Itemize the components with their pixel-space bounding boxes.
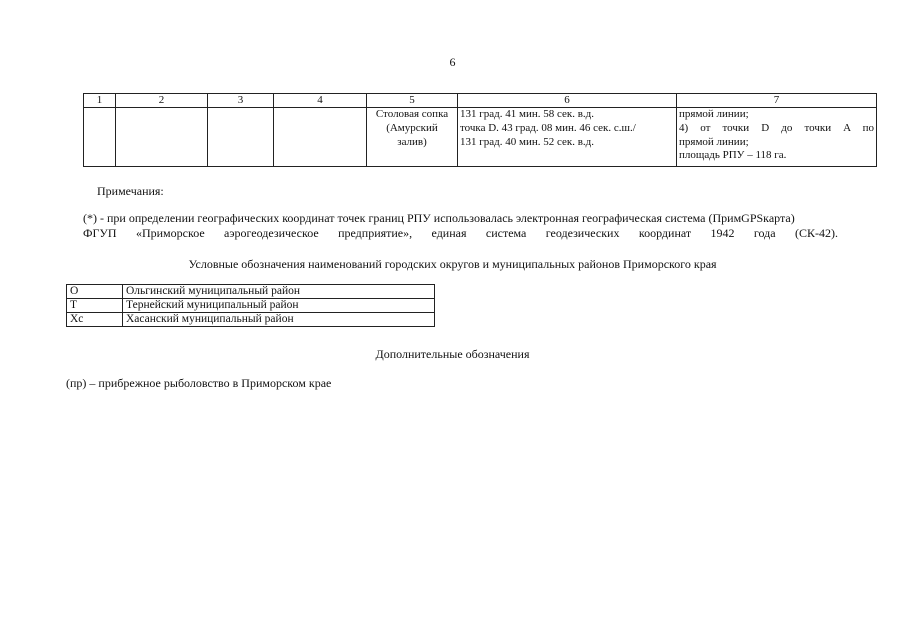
table-cell bbox=[208, 108, 274, 167]
cell-line: 131 град. 40 мин. 52 сек. в.д. bbox=[460, 135, 595, 148]
legend-code: Т bbox=[67, 299, 123, 313]
location-cell bbox=[367, 108, 458, 167]
legend-title: Условные обозначения наименований городских округов и муниципальных районов Приморского края bbox=[188, 257, 717, 271]
cell-line: прямой линии; bbox=[679, 135, 749, 148]
legend-table bbox=[66, 284, 435, 327]
cell-line: Столовая сопка bbox=[375, 108, 449, 120]
notes-title: Примечания: bbox=[97, 184, 164, 198]
column-header: 3 bbox=[208, 94, 274, 108]
note-paragraph bbox=[83, 211, 838, 241]
note-line: (*) - при определении географических координат точек границ РПУ использовалась электронная географическая система (ПримGPSкарта) bbox=[83, 211, 795, 225]
legend-row bbox=[67, 299, 435, 313]
legend-row bbox=[67, 285, 435, 299]
cell-line: площадь РПУ – 118 га. bbox=[679, 149, 787, 162]
description-cell bbox=[677, 108, 877, 167]
cell-line: 4) от точки D до точки A по bbox=[679, 121, 874, 134]
page-number: 6 bbox=[449, 55, 456, 69]
additional-title: Дополнительные обозначения bbox=[375, 347, 530, 361]
table-cell bbox=[116, 108, 208, 167]
column-header: 2 bbox=[116, 94, 208, 108]
column-header: 4 bbox=[274, 94, 367, 108]
cell-line: (Амурский bbox=[386, 121, 438, 134]
coordinates-cell bbox=[458, 108, 677, 167]
cell-line: прямой линии; bbox=[679, 108, 749, 120]
legend-code: О bbox=[67, 285, 123, 299]
cell-line: 131 град. 41 мин. 58 сек. в.д. bbox=[460, 108, 595, 120]
column-header: 5 bbox=[367, 94, 458, 108]
table-cell bbox=[84, 108, 116, 167]
legend-row bbox=[67, 313, 435, 327]
additional-line: (пр) – прибрежное рыболовство в Приморском крае bbox=[66, 376, 332, 390]
cell-line: залив) bbox=[397, 135, 427, 148]
table-row bbox=[84, 108, 877, 167]
coordinates-table bbox=[83, 93, 877, 167]
column-header: 1 bbox=[84, 94, 116, 108]
table-header-row bbox=[84, 94, 877, 108]
legend-name: Ольгинский муниципальный район bbox=[123, 285, 435, 299]
note-line: ФГУП «Приморское аэрогеодезическое предприятие», единая система геодезических координат 1942 года (СК-42). bbox=[83, 226, 838, 240]
legend-name: Хасанский муниципальный район bbox=[123, 313, 435, 327]
legend-code: Хс bbox=[67, 313, 123, 327]
legend-name: Тернейский муниципальный район bbox=[123, 299, 435, 313]
cell-line: точка D. 43 град. 08 мин. 46 сек. с.ш./ bbox=[460, 121, 636, 134]
column-header: 7 bbox=[677, 94, 877, 108]
table-cell bbox=[274, 108, 367, 167]
column-header: 6 bbox=[458, 94, 677, 108]
